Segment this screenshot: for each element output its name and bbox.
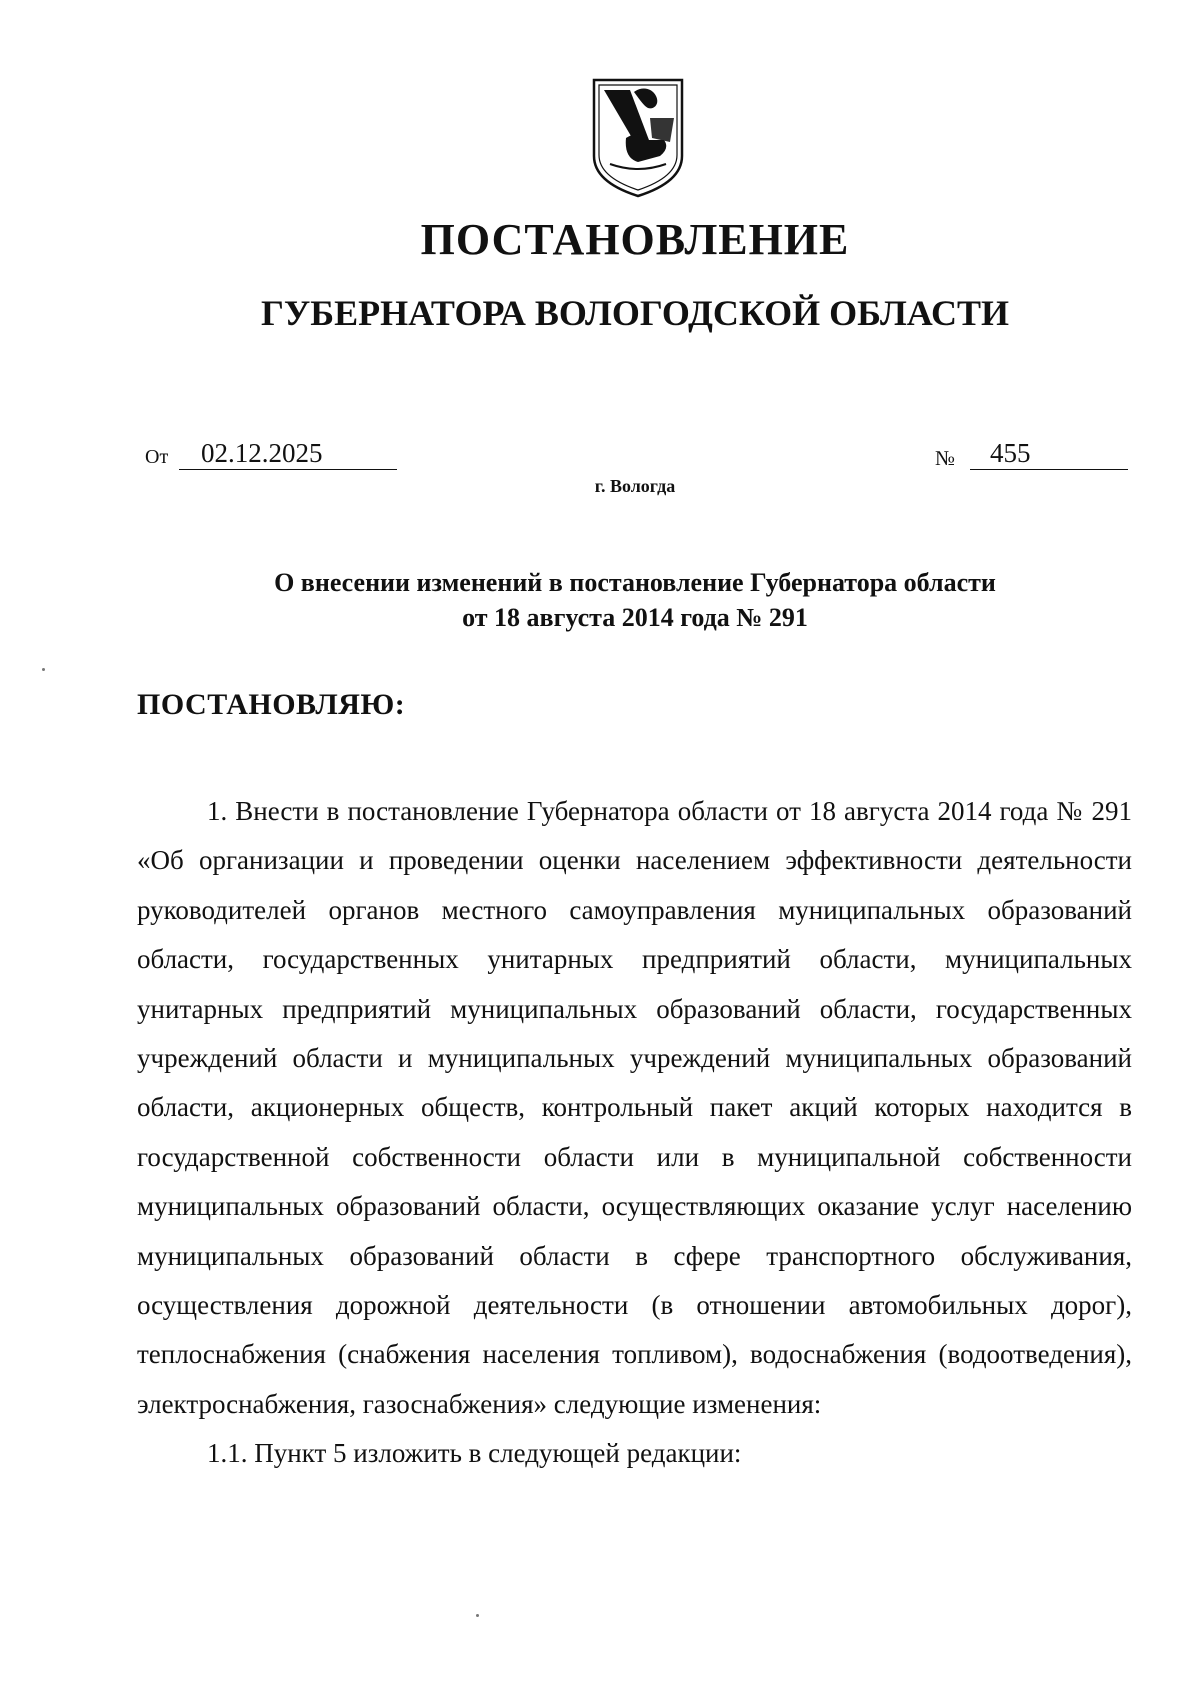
- resolve-heading: ПОСТАНОВЛЯЮ:: [137, 688, 406, 721]
- subject-line-2: от 18 августа 2014 года № 291: [462, 603, 808, 632]
- number-value: 455: [970, 438, 1128, 470]
- paragraph-1: 1. Внести в постановление Губернатора области от 18 августа 2014 года № 291 «Об организации и проведении оценки населением эффективности деятельности руководителей органов местного самоуправления муниципальных образований области, государственных унитарных предприятий области, муниципальных унитарных предприятий муниципальных образований области, государственных учреждений области и муниципальных учреждений муниципальных образований области, акционерных обществ, контрольный пакет акций которых находится в государственной собственности области или в муниципальной собственности муниципальных образований области, осуществляющих оказание услуг населению муниципальных образований области в сфере транспортного обслуживания, осуществления дорожной деятельности (в отношении автомобильных дорог), теплоснабжения (снабжения населения топливом), водоснабжения (водоотведения), электроснабжения, газоснабжения» следующие изменения:: [137, 796, 1132, 1419]
- document-body: [137, 787, 1132, 1479]
- subject-line-1: О внесении изменений в постановление Губернатора области: [274, 568, 996, 597]
- scan-speck: [476, 1614, 479, 1617]
- date-label: От: [145, 446, 169, 468]
- document-subtitle: ГУБЕРНАТОРА ВОЛОГОДСКОЙ ОБЛАСТИ: [260, 293, 1010, 333]
- city-label: г. Вологда: [594, 476, 676, 496]
- document-subject: [0, 565, 1200, 635]
- date-value: 02.12.2025: [179, 438, 397, 470]
- document-title: ПОСТАНОВЛЕНИЕ: [420, 215, 850, 264]
- paragraph-1-1: 1.1. Пункт 5 изложить в следующей редакции:: [207, 1438, 742, 1469]
- scan-speck: [42, 668, 45, 671]
- number-label: №: [935, 446, 956, 470]
- coat-of-arms-icon: [590, 78, 686, 198]
